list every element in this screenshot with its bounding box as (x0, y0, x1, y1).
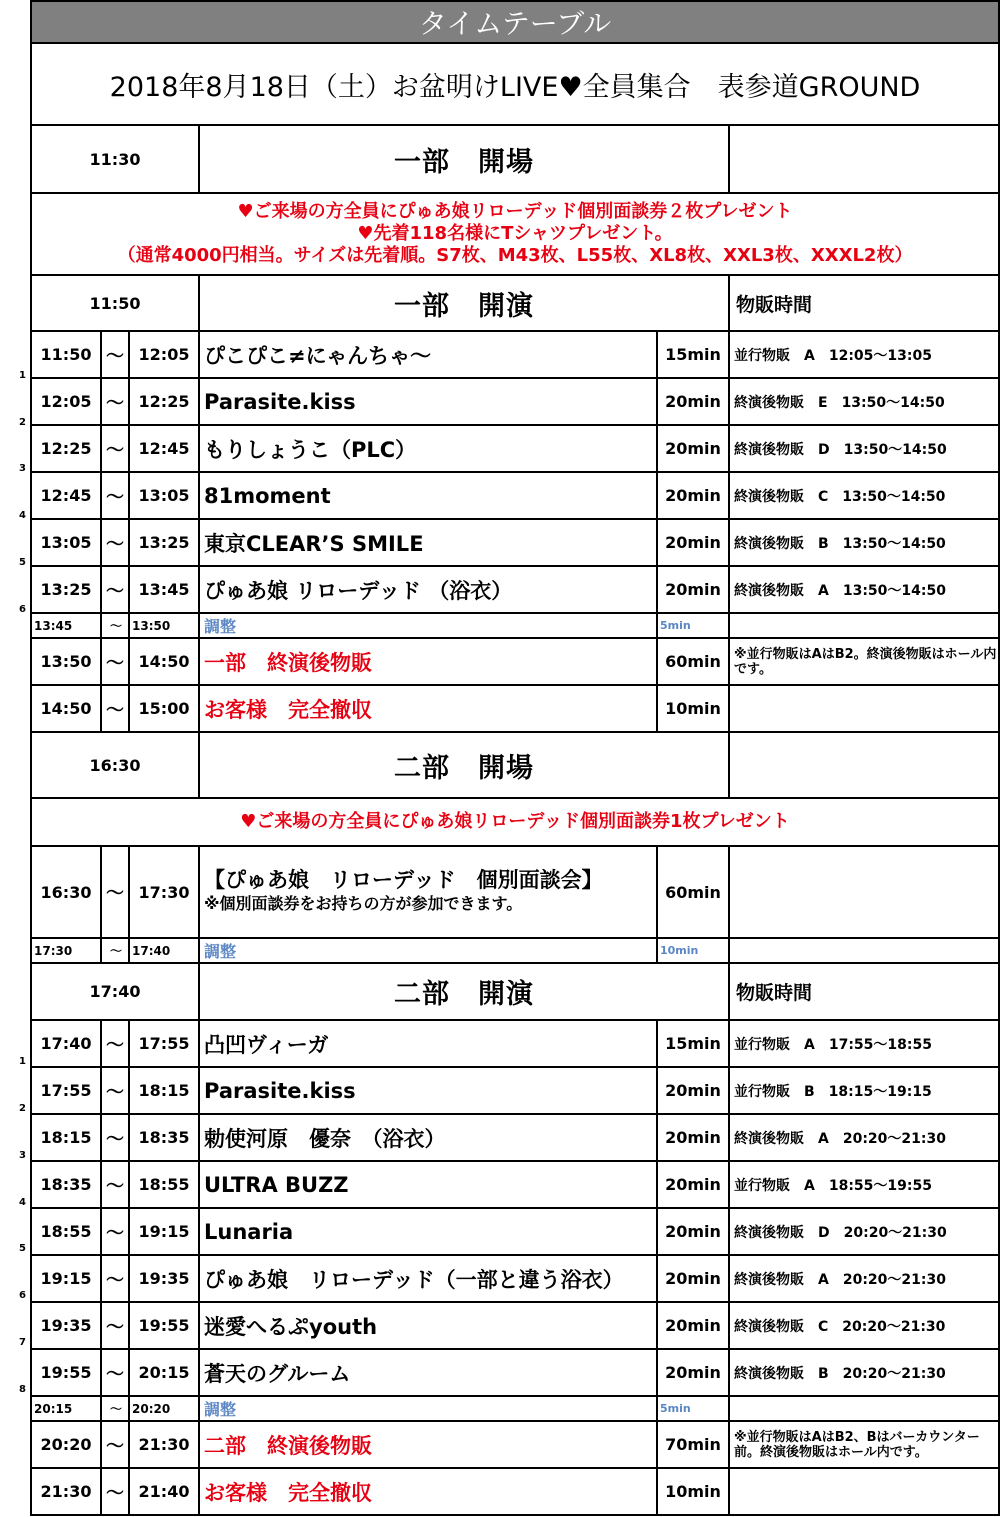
row-index: 6 (19, 1290, 26, 1301)
open-time: 11:30 (31, 125, 199, 193)
end-time: 12:25 (129, 378, 199, 425)
end-time: 18:55 (129, 1161, 199, 1208)
start-time: 14:50 (31, 685, 101, 732)
table-row (31, 1114, 999, 1161)
table-row (31, 378, 999, 425)
time-separator: ～ (101, 1421, 129, 1468)
row-index: 2 (19, 1103, 26, 1114)
table-row (31, 519, 999, 566)
merch-header: 物販時間 (729, 963, 999, 1020)
table-row (31, 331, 999, 378)
empty-cell (729, 1396, 999, 1421)
table-row (31, 1067, 999, 1114)
row-index: 3 (19, 1150, 26, 1161)
table-row (31, 566, 999, 613)
act-name: 凸凹ヴィーガ (199, 1020, 657, 1067)
start-time: 19:55 (31, 1349, 101, 1396)
end-time: 13:25 (129, 519, 199, 566)
clear-label: お客様 完全撤収 (199, 685, 657, 732)
merch-time: 並行物販 B 18:15～19:15 (729, 1067, 999, 1114)
row-index: 8 (19, 1384, 26, 1395)
open-label: 一部 開場 (199, 125, 729, 193)
adjust-label: 調整 (199, 1396, 657, 1421)
empty-cell (729, 846, 999, 938)
act-name: ぴゅあ娘 リローデッド（一部と違う浴衣） (199, 1255, 657, 1302)
part2-open-row (31, 732, 999, 798)
table-row (31, 1349, 999, 1396)
row-index: 1 (19, 370, 26, 381)
row-index: 5 (19, 1243, 26, 1254)
start-time: 16:30 (31, 846, 101, 938)
act-name: 迷愛へるぷyouth (199, 1302, 657, 1349)
notice-line: ♥ご来場の方全員にぴゅあ娘リローデッド個別面談券1枚プレゼント (31, 798, 999, 846)
start-time: 11:50 (31, 275, 199, 331)
merch-time: 終演後物販 A 20:20～21:30 (729, 1114, 999, 1161)
time-separator: ～ (101, 519, 129, 566)
empty-cell (729, 685, 999, 732)
duration: 10min (657, 1468, 729, 1515)
act-name: もりしょうこ（PLC） (199, 425, 657, 472)
act-name: 東京CLEAR’S SMILE (199, 519, 657, 566)
merch-time: 並行物販 A 12:05～13:05 (729, 331, 999, 378)
act-name: Parasite.kiss (199, 378, 657, 425)
time-separator: ～ (101, 1114, 129, 1161)
end-time: 17:30 (129, 846, 199, 938)
time-separator: ～ (101, 1255, 129, 1302)
notice-line: ♥先着118名様にTシャツプレゼント。 (357, 223, 673, 244)
start-time: 17:40 (31, 1020, 101, 1067)
end-time: 13:05 (129, 472, 199, 519)
clear-label: お客様 完全撤収 (199, 1468, 657, 1515)
duration: 20min (657, 425, 729, 472)
start-time: 18:15 (31, 1114, 101, 1161)
duration: 20min (657, 566, 729, 613)
start-label: 一部 開演 (199, 275, 729, 331)
time-separator: ～ (101, 1208, 129, 1255)
time-separator: ～ (101, 425, 129, 472)
act-name: Lunaria (199, 1208, 657, 1255)
row-index-column (0, 0, 30, 1517)
merch-note: ※並行物販はAはB2、Bはバーカウンター前。終演後物販はホール内です。 (729, 1421, 999, 1468)
merch-time: 終演後物販 B 20:20～21:30 (729, 1349, 999, 1396)
part2-start-row (31, 963, 999, 1020)
duration: 20min (657, 1114, 729, 1161)
adjust-label: 調整 (199, 613, 657, 638)
merch-time: 終演後物販 A 13:50～14:50 (729, 566, 999, 613)
adjust-row (31, 1396, 999, 1421)
end-time: 18:15 (129, 1067, 199, 1114)
end-time: 21:40 (129, 1468, 199, 1515)
empty-cell (729, 938, 999, 963)
start-time: 13:05 (31, 519, 101, 566)
row-index: 7 (19, 1337, 26, 1348)
act-name: Parasite.kiss (199, 1067, 657, 1114)
part1-notes-row (31, 193, 999, 275)
start-time: 17:30 (31, 938, 101, 963)
duration: 60min (657, 846, 729, 938)
duration: 20min (657, 1208, 729, 1255)
duration: 20min (657, 378, 729, 425)
merch-note: ※並行物販はAはB2。終演後物販はホール内です。 (729, 638, 999, 685)
table-row (31, 1208, 999, 1255)
start-time: 12:25 (31, 425, 101, 472)
duration: 15min (657, 1020, 729, 1067)
row-index: 4 (19, 510, 26, 521)
row-index: 1 (19, 1056, 26, 1067)
time-separator: ～ (101, 566, 129, 613)
duration: 20min (657, 1067, 729, 1114)
adjust-row (31, 613, 999, 638)
start-time: 20:15 (31, 1396, 101, 1421)
after-show-row (31, 1421, 999, 1468)
time-separator: ～ (101, 685, 129, 732)
end-time: 13:50 (129, 613, 199, 638)
duration: 20min (657, 1161, 729, 1208)
act-name: ULTRA BUZZ (199, 1161, 657, 1208)
adjust-row (31, 938, 999, 963)
merch-time: 並行物販 A 18:55～19:55 (729, 1161, 999, 1208)
duration: 20min (657, 1349, 729, 1396)
end-time: 18:35 (129, 1114, 199, 1161)
start-time: 13:50 (31, 638, 101, 685)
start-time: 18:55 (31, 1208, 101, 1255)
time-separator: ～ (101, 378, 129, 425)
time-separator: ～ (101, 638, 129, 685)
duration: 70min (657, 1421, 729, 1468)
after-show-label: 一部 終演後物販 (199, 638, 657, 685)
row-index: 2 (19, 417, 26, 428)
after-show-row (31, 638, 999, 685)
duration: 20min (657, 519, 729, 566)
act-name: 蒼天のグルーム (199, 1349, 657, 1396)
duration: 20min (657, 1302, 729, 1349)
end-time: 14:50 (129, 638, 199, 685)
table-row (31, 1020, 999, 1067)
part1-open-row (31, 125, 999, 193)
meeting-sub: ※個別面談券をお持ちの方が参加できます。 (204, 894, 523, 913)
empty-cell (729, 125, 999, 193)
table-row (31, 1255, 999, 1302)
end-time: 12:45 (129, 425, 199, 472)
start-time: 18:35 (31, 1161, 101, 1208)
end-time: 20:20 (129, 1396, 199, 1421)
time-separator: ～ (101, 1396, 129, 1421)
duration: 5min (657, 613, 729, 638)
start-time: 17:40 (31, 963, 199, 1020)
open-time: 16:30 (31, 732, 199, 798)
time-separator: ～ (101, 613, 129, 638)
table-row (31, 472, 999, 519)
time-separator: ～ (101, 1161, 129, 1208)
event-row (31, 43, 999, 125)
notice-line: （通常4000円相当。サイズは先着順。S7枚、M43枚、L55枚、XL8枚、XXL3枚、XXXL2枚） (117, 245, 913, 266)
table-row (31, 1302, 999, 1349)
end-time: 17:55 (129, 1020, 199, 1067)
end-time: 17:40 (129, 938, 199, 963)
act-name: 勅使河原 優奈 （浴衣） (199, 1114, 657, 1161)
end-time: 19:15 (129, 1208, 199, 1255)
duration: 10min (657, 685, 729, 732)
row-index: 3 (19, 463, 26, 474)
adjust-label: 調整 (199, 938, 657, 963)
merch-time: 終演後物販 D 13:50～14:50 (729, 425, 999, 472)
end-time: 19:55 (129, 1302, 199, 1349)
empty-cell (729, 732, 999, 798)
act-name: ぴゅあ娘 リローデッド （浴衣） (199, 566, 657, 613)
end-time: 19:35 (129, 1255, 199, 1302)
duration: 15min (657, 331, 729, 378)
start-time: 13:25 (31, 566, 101, 613)
duration: 20min (657, 1255, 729, 1302)
start-time: 11:50 (31, 331, 101, 378)
meeting-cell (199, 846, 657, 938)
start-time: 17:55 (31, 1067, 101, 1114)
end-time: 21:30 (129, 1421, 199, 1468)
end-time: 13:45 (129, 566, 199, 613)
timetable (30, 0, 1000, 1516)
notice-block (31, 193, 999, 275)
title-row (31, 1, 999, 43)
time-separator: ～ (101, 1349, 129, 1396)
merch-time: 終演後物販 C 13:50～14:50 (729, 472, 999, 519)
duration: 5min (657, 1396, 729, 1421)
open-label: 二部 開場 (199, 732, 729, 798)
duration: 20min (657, 472, 729, 519)
meeting-label: 【ぴゅあ娘 リローデッド 個別面談会】 (204, 868, 603, 892)
start-time: 20:20 (31, 1421, 101, 1468)
meeting-row (31, 846, 999, 938)
start-time: 19:35 (31, 1302, 101, 1349)
table-row (31, 425, 999, 472)
start-time: 13:45 (31, 613, 101, 638)
time-separator: ～ (101, 1067, 129, 1114)
start-label: 二部 開演 (199, 963, 729, 1020)
after-show-label: 二部 終演後物販 (199, 1421, 657, 1468)
empty-cell (729, 613, 999, 638)
merch-time: 並行物販 A 17:55～18:55 (729, 1020, 999, 1067)
event-title: 2018年8月18日（土）お盆明けLIVE♥全員集合 表参道GROUND (31, 43, 999, 125)
time-separator: ～ (101, 846, 129, 938)
row-index: 5 (19, 557, 26, 568)
merch-time: 終演後物販 C 20:20～21:30 (729, 1302, 999, 1349)
start-time: 12:45 (31, 472, 101, 519)
end-time: 20:15 (129, 1349, 199, 1396)
merch-time: 終演後物販 D 20:20～21:30 (729, 1208, 999, 1255)
merch-time: 終演後物販 E 13:50～14:50 (729, 378, 999, 425)
merch-time: 終演後物販 B 13:50～14:50 (729, 519, 999, 566)
table-row (31, 1161, 999, 1208)
act-name: ぴこぴこ≠にゃんちゃ～ (199, 331, 657, 378)
time-separator: ～ (101, 472, 129, 519)
merch-time: 終演後物販 A 20:20～21:30 (729, 1255, 999, 1302)
act-name: 81moment (199, 472, 657, 519)
time-separator: ～ (101, 1020, 129, 1067)
row-index: 4 (19, 1197, 26, 1208)
clear-row (31, 1468, 999, 1515)
part2-notes-row (31, 798, 999, 846)
page-title: タイムテーブル (31, 1, 999, 43)
clear-row (31, 685, 999, 732)
part1-start-row (31, 275, 999, 331)
merch-header: 物販時間 (729, 275, 999, 331)
end-time: 12:05 (129, 331, 199, 378)
end-time: 15:00 (129, 685, 199, 732)
start-time: 21:30 (31, 1468, 101, 1515)
time-separator: ～ (101, 1302, 129, 1349)
duration: 10min (657, 938, 729, 963)
start-time: 19:15 (31, 1255, 101, 1302)
duration: 60min (657, 638, 729, 685)
row-index: 6 (19, 604, 26, 615)
time-separator: ～ (101, 331, 129, 378)
empty-cell (729, 1468, 999, 1515)
notice-line: ♥ご来場の方全員にぴゅあ娘リローデッド個別面談券２枚プレゼント (237, 201, 793, 222)
start-time: 12:05 (31, 378, 101, 425)
time-separator: ～ (101, 1468, 129, 1515)
time-separator: ～ (101, 938, 129, 963)
